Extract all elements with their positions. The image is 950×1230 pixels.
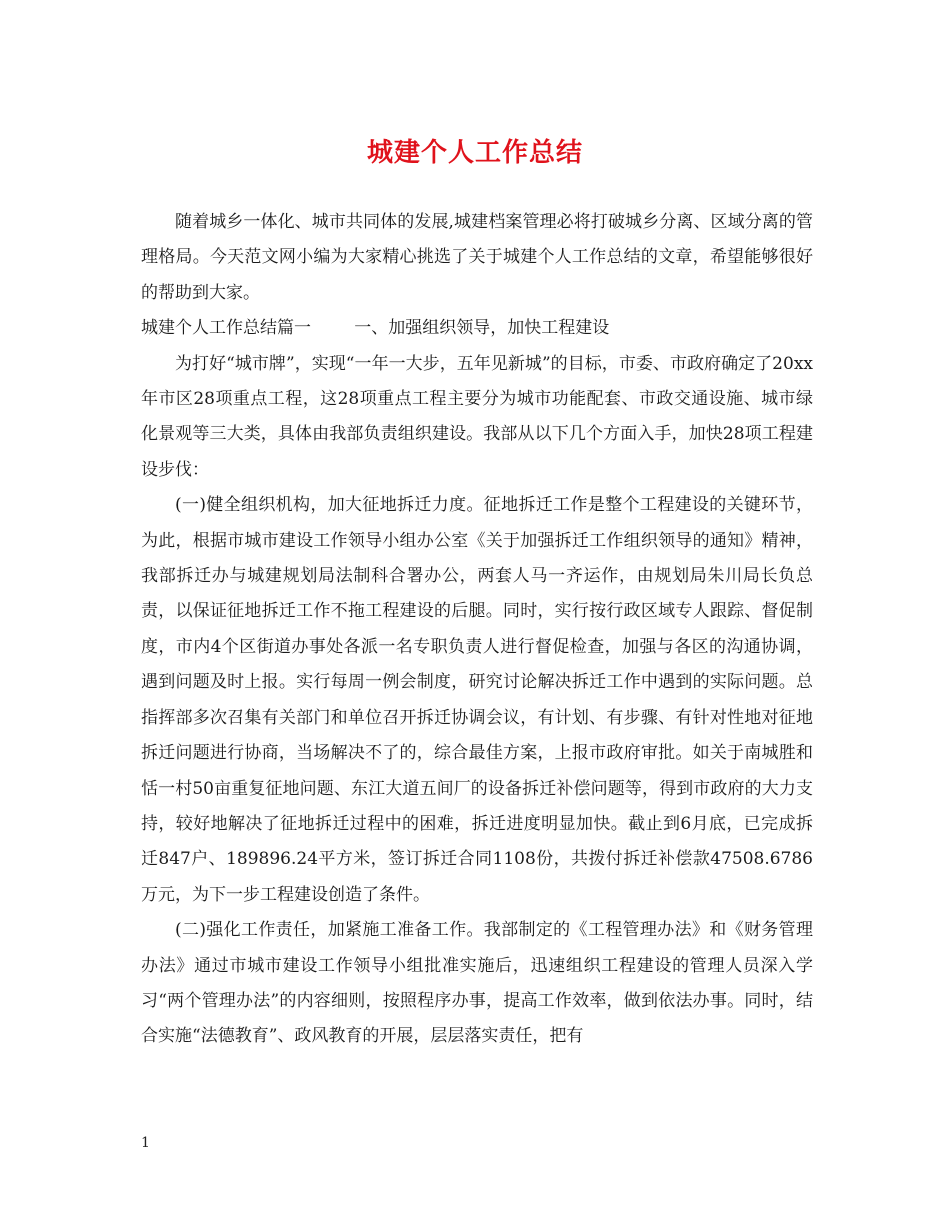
page-number: 1 [141,1135,150,1151]
page-title: 城建个人工作总结 [366,138,583,168]
body-paragraph-3: (二)强化工作责任，加紧施工准备工作。我部制定的《工程管理办法》和《财务管理办法》通过市城市建设工作领导小组批准实施后，迅速组织工程建设的管理人员深入学习“两个管理办法”的内容细则，按照程序办事，提高工作效率，做到依法办事。同时，结合实施“法德教育”、政风教育的开展，层层落实责任，把有 [141,920,813,1047]
body-paragraph-2: (一)健全组织机构，加大征地拆迁力度。征地拆迁工作是整个工程建设的关键环节，为此，根据市城市建设工作领导小组办公室《关于加强拆迁工作组织领导的通知》精神，我部拆迁办与城建规划局法制科合署办公，两套人马一齐运作，由规划局朱川局长负总责，以保证征地拆迁工作不拖工程建设的后腿。同时，实行按行政区域专人跟踪、督促制度，市内4个区街道办事处各派一名专职负责人进行督促检查，加强与各区的沟通协调，遇到问题及时上报。实行每周一例会制度，研究讨论解决拆迁工作中遇到的实际问题。总指挥部多次召集有关部门和单位召开拆迁协调会议，有计划、有步骤、有针对性地对征地拆迁问题进行协商，当场解决不了的，综合最佳方案，上报市政府审批。如关于南城胜和恬一村50亩重复征地问题、东江大道五间厂的设备拆迁补偿问题等，得到市政府的大力支持，较好地解决了征地拆迁过程中的困难，拆迁进度明显加快。截止到6月底，已完成拆迁847户、189896.24平方米，签订拆迁合同1108份，共拨付拆迁补偿款47508.6786万元，为下一步工程建设创造了条件。 [141,495,813,905]
intro-paragraph: 随着城乡一体化、城市共同体的发展,城建档案管理必将打破城乡分离、区域分离的管理格局。今天范文网小编为大家精心挑选了关于城建个人工作总结的文章，希望能够很好的帮助到大家。 [141,212,813,303]
body-paragraph-1: 为打好“城市牌”，实现“一年一大步，五年见新城”的目标，市委、市政府确定了20xx年市区28项重点工程，这28项重点工程主要分为城市功能配套、市政交通设施、城市绿化景观等三大类，具体由我部负责组织建设。我部从以下几个方面入手，加快28项工程建设步伐： [141,353,813,480]
section-heading: 城建个人工作总结篇一 一、加强组织领导，加快工程建设 [141,318,610,339]
document-body [141,205,813,1055]
